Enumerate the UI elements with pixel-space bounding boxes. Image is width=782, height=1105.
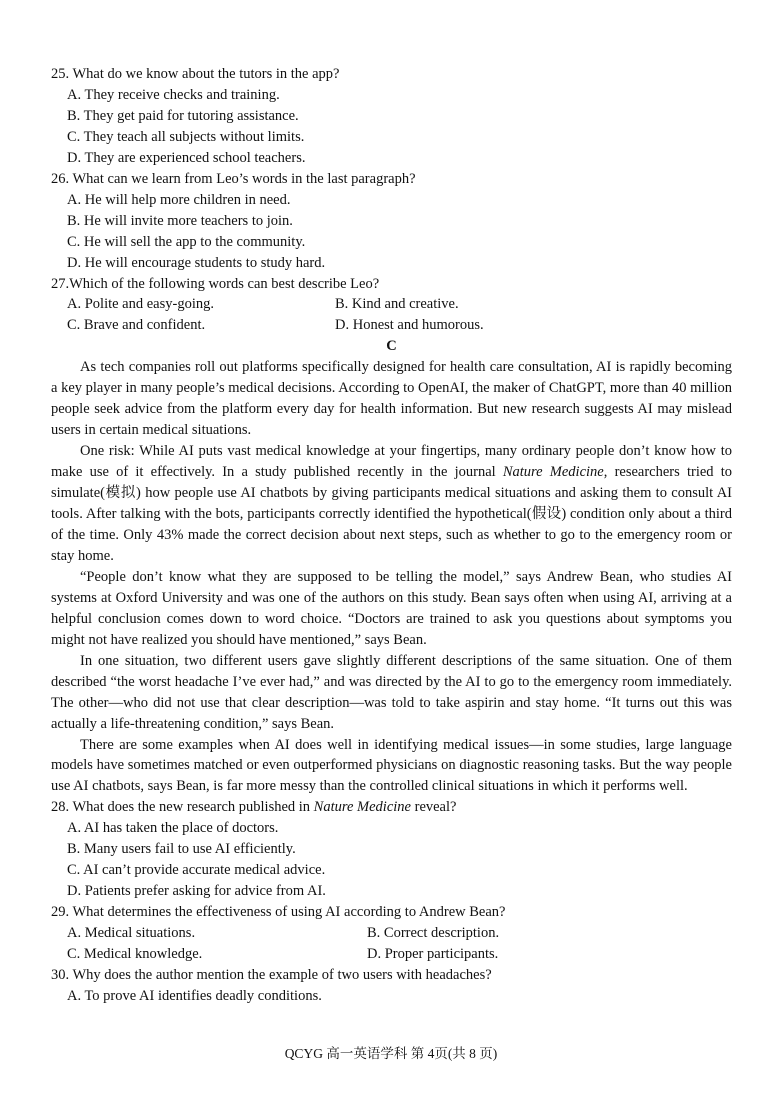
q27-option-c: C. Brave and confident. xyxy=(67,317,206,334)
passage-paragraph-3: “People don’t know what they are supposed to be telling the model,” says Andrew Bean, who studies AI systems at Oxford University and was one of the authors on this study. Bean says often when using AI, arriving at a helpful conclusion comes down to word choice. “Doctors are trained to ask you questions about symptoms you might not have realized you should have mentioned,” says Bean. xyxy=(51,568,732,648)
q27-options-row-1 xyxy=(51,294,732,315)
exam-page xyxy=(51,64,732,1007)
q28-option-a: A. AI has taken the place of doctors. xyxy=(67,820,279,837)
q28-option-d: D. Patients prefer asking for advice from AI. xyxy=(67,883,326,900)
question-27: 27.Which of the following words can best describe Leo? xyxy=(51,275,380,292)
journal-name: Nature Medicine xyxy=(502,464,604,481)
q25-option-a: A. They receive checks and training. xyxy=(67,86,280,103)
q28-option-b: B. Many users fail to use AI efficiently. xyxy=(67,841,296,858)
question-25: 25. What do we know about the tutors in the app? xyxy=(51,66,340,82)
q27-option-a: A. Polite and easy-going. xyxy=(67,296,214,313)
q29-option-a: A. Medical situations. xyxy=(67,925,196,942)
q29-option-d: D. Proper participants. xyxy=(367,946,499,963)
passage-c xyxy=(51,357,732,797)
q29-options-row-1 xyxy=(51,923,732,944)
question-28: 28. What does the new research published in Nature Medicine reveal? xyxy=(51,799,457,816)
q28-option-c: C. AI can’t provide accurate medical advice. xyxy=(67,862,326,879)
question-26: 26. What can we learn from Leo’s words in the last paragraph? xyxy=(51,170,416,187)
q28-journal-name: Nature Medicine xyxy=(313,799,411,816)
q29-option-b: B. Correct description. xyxy=(367,925,500,942)
question-30: 30. Why does the author mention the example of two users with headaches? xyxy=(51,966,492,983)
q26-option-a: A. He will help more children in need. xyxy=(67,191,291,208)
section-c-heading: C xyxy=(386,338,397,355)
passage-paragraph-4: In one situation, two different users gave slightly different descriptions of the same situation. One of them described “the worst headache I’ve ever had,” and was directed by the AI to go to the emergency room immediately. The other—who did not use that clear description—was told to take aspirin and stay home. “It turns out this was actually a life-threatening condition,” says Bean. xyxy=(51,652,732,732)
question-29: 29. What determines the effectiveness of using AI according to Andrew Bean? xyxy=(51,904,506,921)
q25-option-d: D. They are experienced school teachers. xyxy=(67,149,306,166)
passage-paragraph-2: One risk: While AI puts vast medical knowledge at your fingertips, many ordinary people don’t know how to make use of it effectively. In a study published recently in the journal Nature Medicine, researchers tried to simulate(模拟) how people use AI chatbots by giving participants medical situations and asking them to consult AI tools. After talking with the bots, participants correctly identified the hypothetical(假设) condition only about a third of the time. Only 43% made the correct decision about next steps, such as whether to go to the emergency room or stay home. xyxy=(51,443,733,564)
q27-option-b: B. Kind and creative. xyxy=(335,296,459,313)
q26-option-c: C. He will sell the app to the community. xyxy=(67,233,306,250)
q29-options-row-2 xyxy=(51,944,732,965)
q26-option-d: D. He will encourage students to study hard. xyxy=(67,254,326,271)
page-footer: QCYG 高一英语学科 第 4页(共 8 页) xyxy=(284,1046,498,1061)
q25-option-c: C. They teach all subjects without limits. xyxy=(67,128,305,145)
passage-paragraph-1: As tech companies roll out platforms specifically designed for health care consultation, AI is rapidly becoming a key player in many people’s medical decisions. According to OpenAI, the maker of ChatGPT, more than 40 million people seek advice from the platform every day for health information. But new research suggests AI may mislead users in certain medical situations. xyxy=(51,359,732,439)
q26-option-b: B. He will invite more teachers to join. xyxy=(67,212,293,229)
q27-option-d: D. Honest and humorous. xyxy=(335,317,484,334)
passage-paragraph-5: There are some examples when AI does well in identifying medical issues—in some studies, large language models have sometimes matched or even outperformed physicians on diagnostic reasoning tasks. But the way people use AI chatbots, says Bean, is far more messy than the controlled clinical situations in which it performs well. xyxy=(51,736,732,795)
q27-options-row-2 xyxy=(51,315,732,336)
q30-option-a: A. To prove AI identifies deadly conditions. xyxy=(67,987,322,1004)
q29-option-c: C. Medical knowledge. xyxy=(67,946,203,963)
q25-option-b: B. They get paid for tutoring assistance. xyxy=(67,107,299,124)
